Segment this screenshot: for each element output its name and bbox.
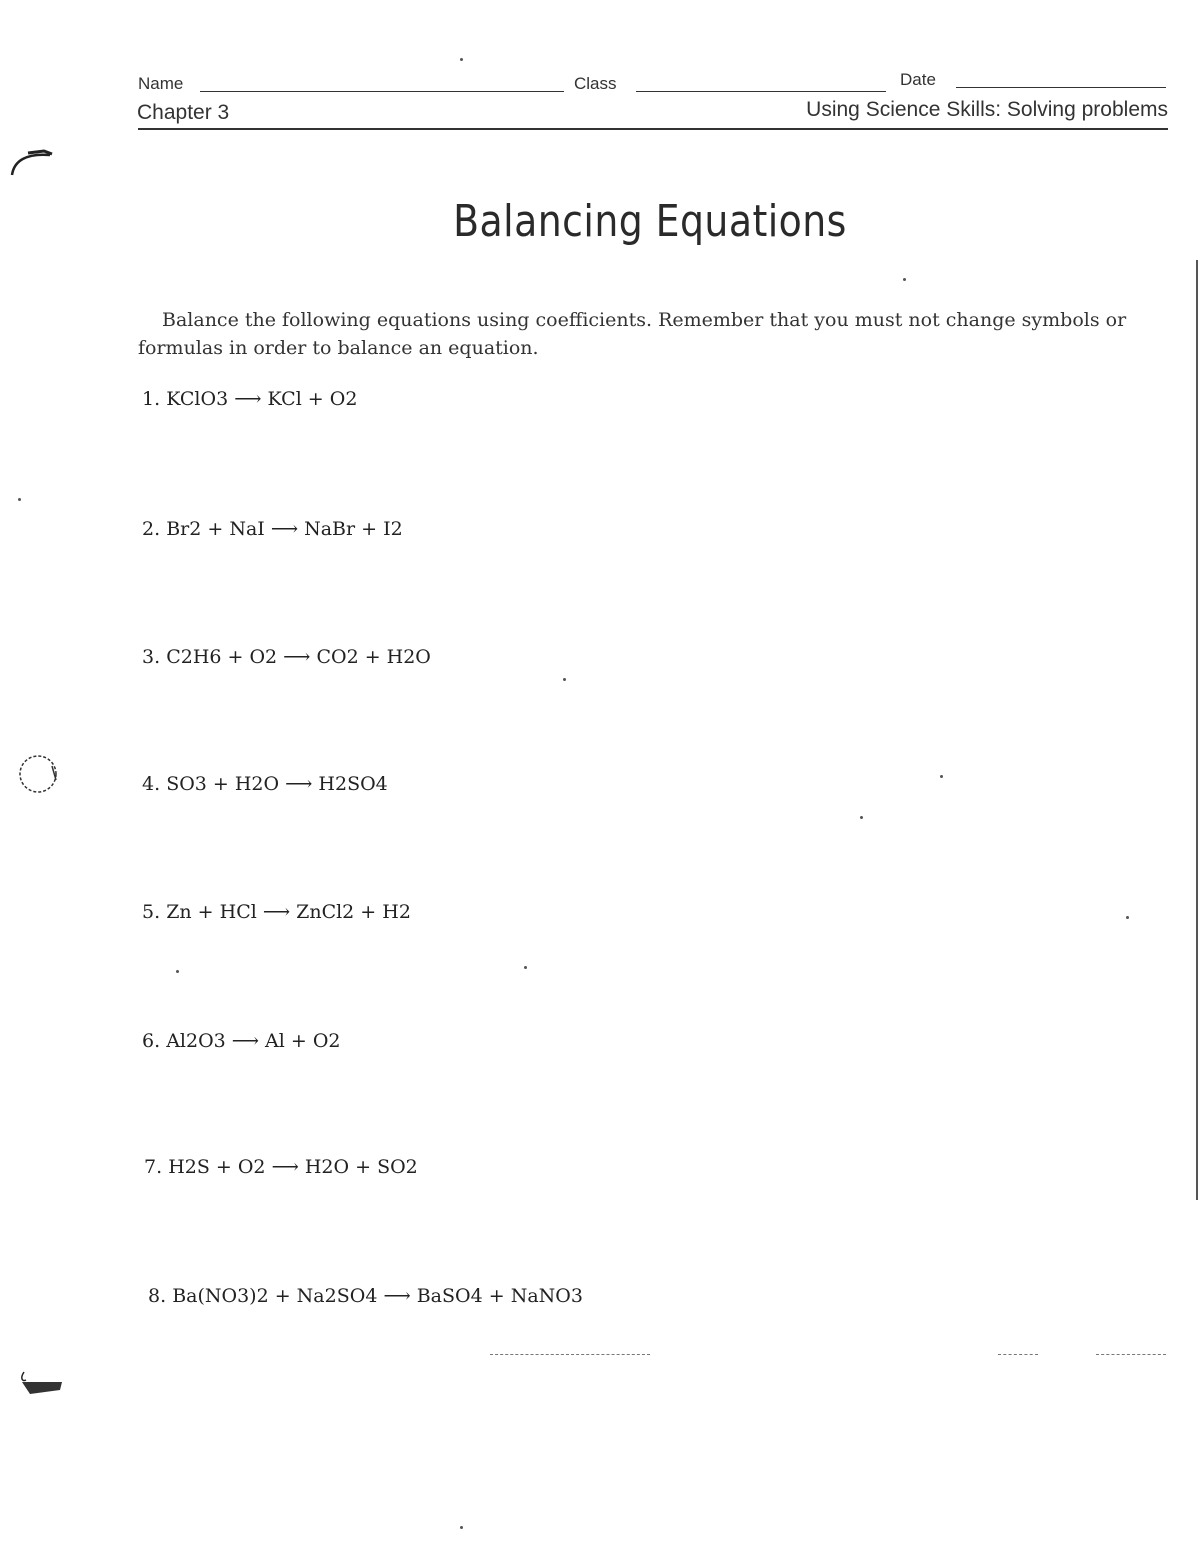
equation-2 <box>142 518 403 540</box>
section-label: Using Science Skills: Solving problems <box>806 98 1168 121</box>
equation-text: SO3 + H2O ⟶ H2SO4 <box>166 773 388 795</box>
speck <box>1126 916 1129 919</box>
equation-5 <box>142 901 411 923</box>
equation-number: 2. <box>142 518 161 540</box>
speck <box>860 816 863 819</box>
name-label: Name <box>138 74 184 93</box>
speck <box>524 966 527 969</box>
equation-number: 7. <box>144 1156 163 1178</box>
date-label: Date <box>900 70 936 89</box>
page-title: Balancing Equations <box>453 196 847 247</box>
equation-text: KClO3 ⟶ KCl + O2 <box>166 388 358 410</box>
equation-number: 8. <box>148 1285 167 1307</box>
equation-number: 4. <box>142 773 161 795</box>
class-field-line[interactable] <box>636 91 886 92</box>
speck <box>563 678 566 681</box>
equation-text: H2S + O2 ⟶ H2O + SO2 <box>168 1156 418 1178</box>
scan-rule <box>998 1354 1038 1355</box>
name-field-line[interactable] <box>200 91 564 92</box>
scan-mark-icon <box>8 145 58 185</box>
equation-1 <box>142 388 357 410</box>
equation-text: Zn + HCl ⟶ ZnCl2 + H2 <box>166 901 411 923</box>
equation-7 <box>144 1156 418 1178</box>
speck <box>460 58 463 61</box>
date-field-line[interactable] <box>956 87 1166 88</box>
speck <box>903 278 906 281</box>
scan-rule <box>1096 1354 1166 1355</box>
header-rule <box>138 128 1168 130</box>
equation-text: Ba(NO3)2 + Na2SO4 ⟶ BaSO4 + NaNO3 <box>172 1285 583 1307</box>
equation-3 <box>142 646 431 668</box>
instructions: Balance the following equations using coefficients. Remember that you must not change symbols or formulas in order to balance an equation. <box>138 309 1127 359</box>
equation-text: C2H6 + O2 ⟶ CO2 + H2O <box>166 646 431 668</box>
speck <box>940 775 943 778</box>
equation-8 <box>148 1285 583 1307</box>
scan-mark-icon <box>16 1352 76 1402</box>
binder-edge <box>1196 260 1198 1200</box>
equation-4 <box>142 773 388 795</box>
equation-text: Br2 + NaI ⟶ NaBr + I2 <box>166 518 403 540</box>
scan-rule <box>490 1354 650 1355</box>
equation-6 <box>142 1030 341 1052</box>
equation-number: 3. <box>142 646 161 668</box>
equation-number: 1. <box>142 388 161 410</box>
equation-text: Al2O3 ⟶ Al + O2 <box>166 1030 341 1052</box>
class-label: Class <box>574 74 617 93</box>
chapter-label: Chapter 3 <box>137 101 230 124</box>
speck <box>460 1526 463 1529</box>
equation-number: 5. <box>142 901 161 923</box>
equation-number: 6. <box>142 1030 161 1052</box>
speck <box>176 970 179 973</box>
punch-hole-icon <box>14 750 64 800</box>
speck <box>18 498 21 501</box>
